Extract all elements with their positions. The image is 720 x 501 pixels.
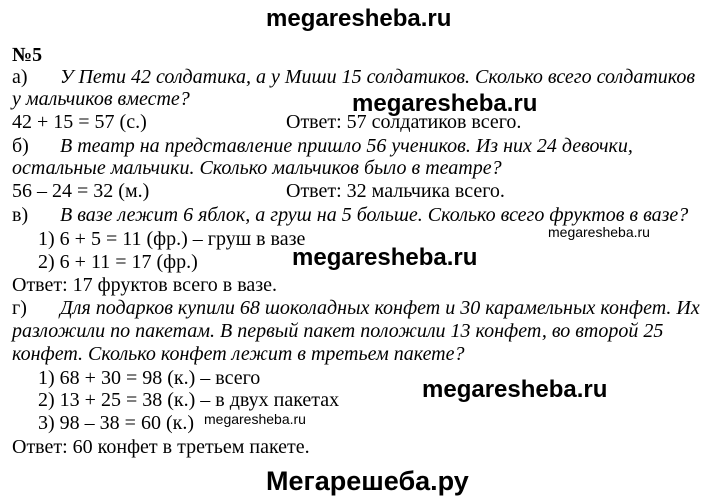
- part-g-answer: Ответ: 60 конфет в третьем пакете.: [12, 436, 310, 458]
- header-watermark: megaresheba.ru: [266, 5, 452, 32]
- watermark-5: megaresheba.ru: [204, 411, 306, 427]
- part-b-text-line1: В театр на представление пришло 56 учеников. Из них 24 девочки,: [60, 135, 633, 157]
- part-v-step2: 2) 6 + 11 = 17 (фр.): [38, 251, 198, 273]
- part-g-step3: 3) 98 – 38 = 60 (к.): [38, 412, 194, 434]
- watermark-1: megaresheba.ru: [352, 90, 538, 117]
- part-g-step2: 2) 13 + 25 = 38 (к.) – в двух пакетах: [38, 389, 340, 411]
- part-a-label: а): [12, 66, 28, 88]
- part-b-label: б): [12, 135, 29, 157]
- part-g-text-line1: Для подарков купили 68 шоколадных конфет и 30 карамельных конфет. Их: [60, 297, 700, 319]
- part-g-step1: 1) 68 + 30 = 98 (к.) – всего: [38, 367, 261, 389]
- problem-number: №5: [12, 44, 43, 66]
- part-a-text-line2: у мальчиков вместе?: [12, 88, 190, 110]
- part-b-text-line2: остальные мальчики. Сколько мальчиков было в театре?: [12, 157, 502, 179]
- part-g-text-line3: конфет. Сколько конфет лежит в третьем пакете?: [12, 343, 465, 365]
- part-v-label: в): [12, 204, 29, 226]
- part-v-answer: Ответ: 17 фруктов всего в вазе.: [12, 274, 278, 296]
- watermark-4: megaresheba.ru: [422, 376, 608, 403]
- part-b-solution: 56 – 24 = 32 (м.): [12, 180, 150, 202]
- part-v-step1: 1) 6 + 5 = 11 (фр.) – груш в вазе: [38, 228, 306, 250]
- part-g-label: г): [12, 297, 27, 319]
- part-a-answer: Ответ: 57 солдатиков всего.: [286, 111, 522, 133]
- watermark-2: megaresheba.ru: [548, 224, 650, 240]
- part-a-text-line1: У Пети 42 солдатика, а у Миши 15 солдатиков. Сколько всего солдатиков: [60, 66, 696, 88]
- footer-watermark: Мегарешеба.ру: [266, 466, 469, 496]
- part-v-text-line1: В вазе лежит 6 яблок, а груш на 5 больше. Сколько всего фруктов в вазе?: [60, 204, 689, 226]
- part-b-answer: Ответ: 32 мальчика всего.: [286, 180, 505, 202]
- part-a-solution: 42 + 15 = 57 (с.): [12, 111, 147, 133]
- watermark-3: megaresheba.ru: [292, 244, 478, 271]
- part-g-text-line2: разложили по пакетам. В первый пакет положили 13 конфет, во второй 25: [12, 320, 664, 342]
